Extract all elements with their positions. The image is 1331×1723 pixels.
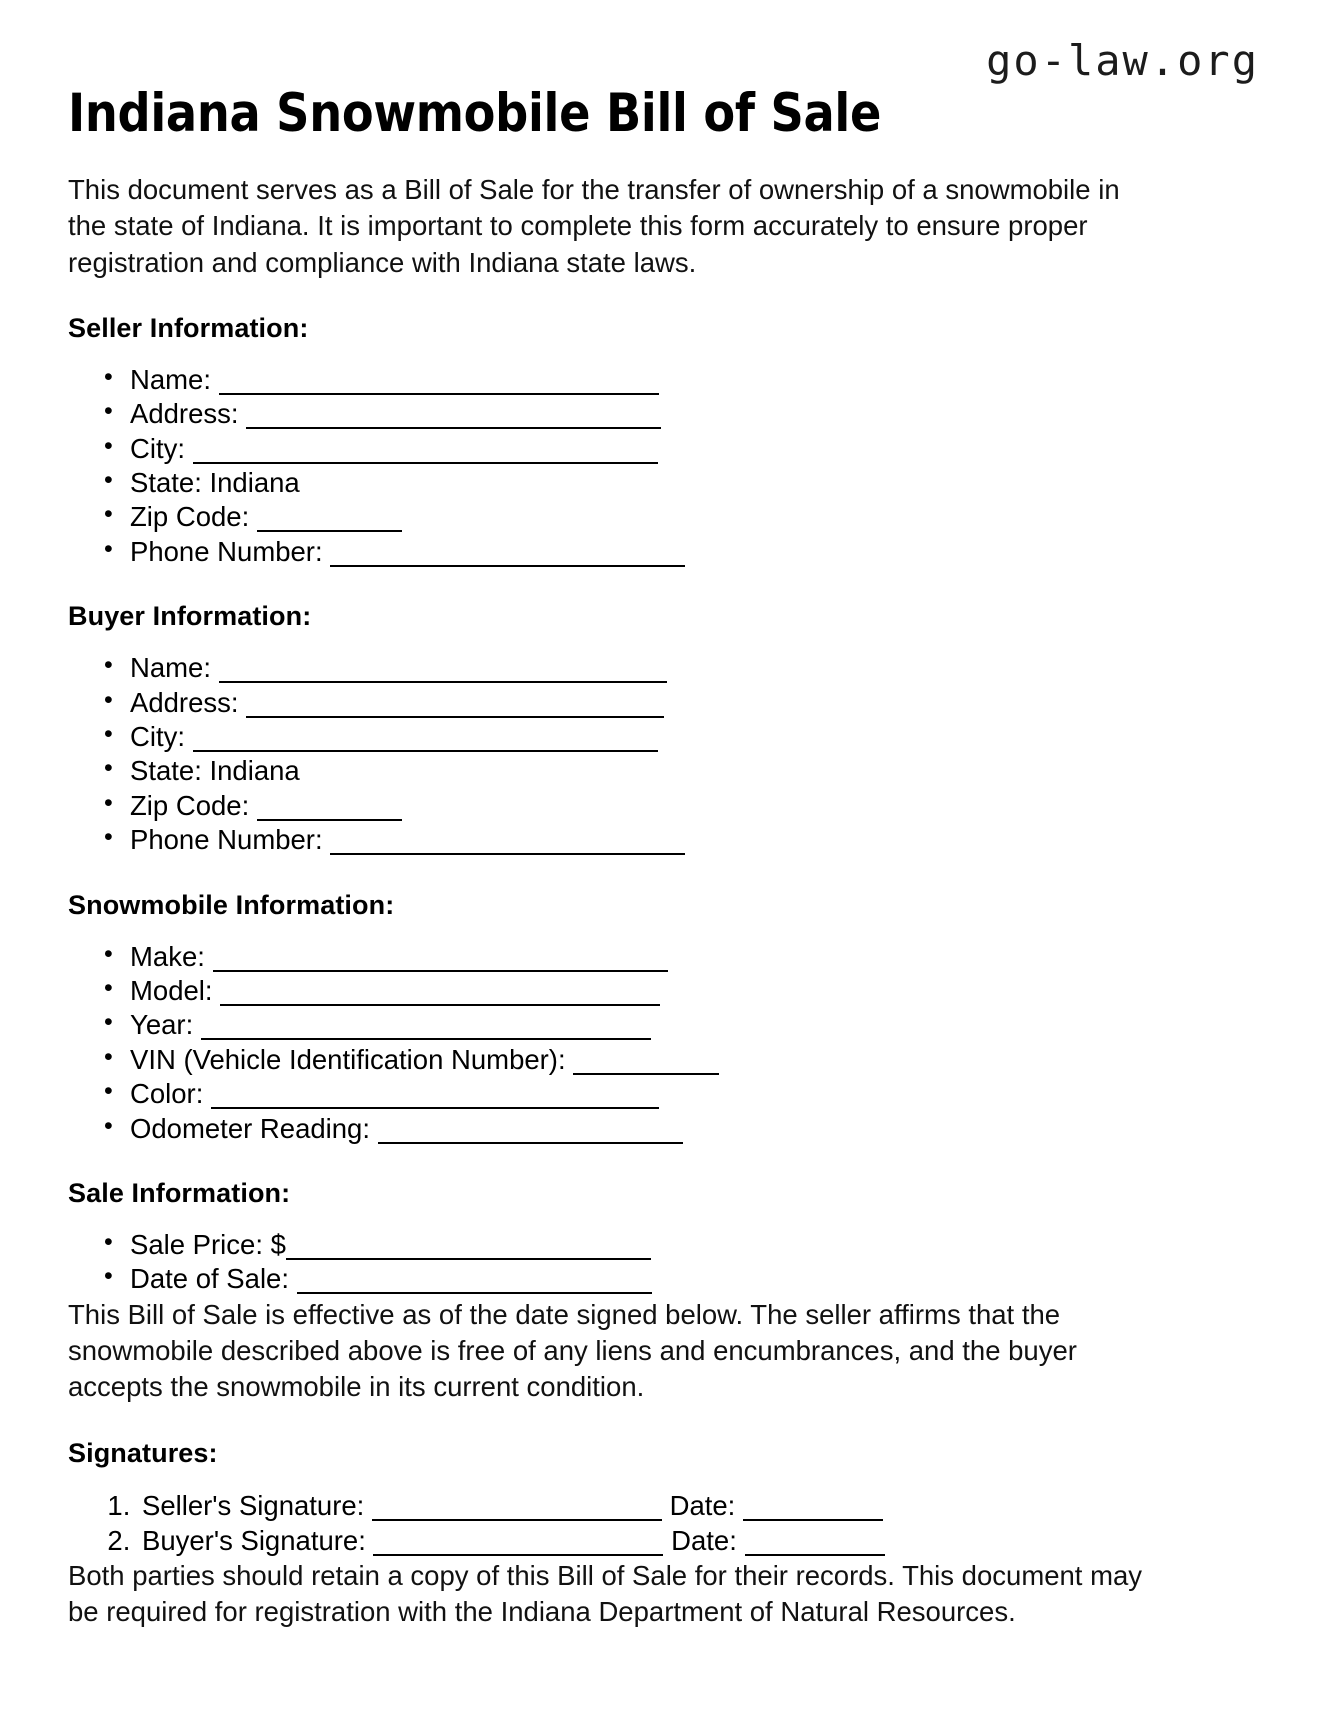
sale-field-list bbox=[68, 1228, 1158, 1297]
buyer-field-item bbox=[130, 823, 1158, 857]
snowmobile-field-item bbox=[130, 940, 1158, 974]
seller-field-item bbox=[130, 363, 1158, 397]
seller-field-blank-line[interactable] bbox=[246, 407, 661, 429]
snowmobile-field-label: Odometer Reading: bbox=[130, 1112, 378, 1144]
effective-paragraph: This Bill of Sale is effective as of the date signed below. The seller affirms that the snowmobile described above is free of any liens and encumbrances, and the buyer accepts the snowmobile in its current condition. bbox=[68, 1298, 1077, 1403]
snowmobile-field-label: Make: bbox=[130, 940, 213, 972]
snowmobile-section-heading: Snowmobile Information: bbox=[68, 889, 395, 920]
seller-field-blank-line[interactable] bbox=[257, 510, 402, 532]
seller-field-label: Name: bbox=[130, 363, 219, 395]
snowmobile-field-label: Color: bbox=[130, 1078, 211, 1110]
signature-blank-line[interactable] bbox=[372, 1499, 662, 1521]
signature-blank-line[interactable] bbox=[373, 1534, 663, 1556]
sale-field-item bbox=[130, 1228, 1158, 1262]
closing-paragraph: Both parties should retain a copy of this Bill of Sale for their records. This document may be required for registration with the Indiana Department of Natural Resources. bbox=[68, 1560, 1143, 1628]
seller-field-item bbox=[130, 432, 1158, 466]
signatures-section-heading: Signatures: bbox=[68, 1437, 218, 1468]
buyer-field-blank-line[interactable] bbox=[246, 696, 664, 718]
seller-field-label: Phone Number: bbox=[130, 535, 331, 567]
sale-field-label: Date of Sale: bbox=[130, 1263, 297, 1295]
buyer-section-heading: Buyer Information: bbox=[68, 601, 312, 632]
buyer-field-label: State: Indiana bbox=[130, 755, 300, 787]
signature-list bbox=[68, 1488, 1158, 1558]
snowmobile-field-label: Model: bbox=[130, 975, 221, 1007]
seller-field-item bbox=[130, 466, 1158, 500]
seller-field-list bbox=[68, 363, 1158, 569]
signature-row bbox=[138, 1523, 1158, 1558]
seller-field-item bbox=[130, 500, 1158, 534]
seller-field-blank-line[interactable] bbox=[219, 373, 659, 395]
snowmobile-field-item bbox=[130, 1077, 1158, 1111]
buyer-field-blank-line[interactable] bbox=[193, 730, 658, 752]
signature-date-label: Date: bbox=[663, 1524, 745, 1556]
sale-field-blank-line[interactable] bbox=[286, 1238, 651, 1260]
snowmobile-field-item bbox=[130, 1043, 1158, 1077]
sale-field-label: Sale Price: $ bbox=[130, 1229, 286, 1261]
seller-field-label: Address: bbox=[130, 398, 247, 430]
buyer-field-list bbox=[68, 651, 1158, 857]
signature-row bbox=[138, 1488, 1158, 1523]
snowmobile-field-blank-line[interactable] bbox=[220, 984, 660, 1006]
buyer-field-label: Zip Code: bbox=[130, 789, 257, 821]
snowmobile-field-item bbox=[130, 1112, 1158, 1146]
signature-date-blank-line[interactable] bbox=[745, 1534, 885, 1556]
page-title: Indiana Snowmobile Bill of Sale bbox=[68, 83, 882, 144]
snowmobile-field-blank-line[interactable] bbox=[213, 950, 668, 972]
buyer-field-label: Address: bbox=[130, 686, 247, 718]
seller-field-label: State: Indiana bbox=[130, 467, 300, 499]
snowmobile-field-blank-line[interactable] bbox=[211, 1087, 659, 1109]
buyer-field-label: Phone Number: bbox=[130, 824, 331, 856]
buyer-field-blank-line[interactable] bbox=[257, 799, 402, 821]
snowmobile-field-list bbox=[68, 940, 1158, 1146]
snowmobile-field-item bbox=[130, 974, 1158, 1008]
snowmobile-field-label: Year: bbox=[130, 1009, 201, 1041]
seller-field-label: Zip Code: bbox=[130, 501, 257, 533]
signature-label: Seller's Signature: bbox=[142, 1489, 372, 1521]
buyer-field-item bbox=[130, 686, 1158, 720]
buyer-field-item bbox=[130, 651, 1158, 685]
buyer-field-item bbox=[130, 789, 1158, 823]
snowmobile-field-blank-line[interactable] bbox=[378, 1122, 683, 1144]
seller-section-heading: Seller Information: bbox=[68, 312, 309, 343]
seller-field-blank-line[interactable] bbox=[330, 545, 685, 567]
document-body bbox=[68, 172, 1158, 1631]
snowmobile-field-item bbox=[130, 1008, 1158, 1042]
signature-date-label: Date: bbox=[661, 1489, 743, 1521]
buyer-field-label: City: bbox=[130, 721, 193, 753]
signature-date-blank-line[interactable] bbox=[743, 1499, 883, 1521]
intro-paragraph: This document serves as a Bill of Sale for the transfer of ownership of a snowmobile in the state of Indiana. It is important to complete this form accurately to ensure proper registration and compliance with Indiana state laws. bbox=[68, 174, 1120, 278]
site-watermark: go-law.org bbox=[986, 36, 1259, 85]
signature-label: Buyer's Signature: bbox=[142, 1524, 374, 1556]
seller-field-blank-line[interactable] bbox=[193, 442, 658, 464]
buyer-field-label: Name: bbox=[130, 652, 219, 684]
snowmobile-field-blank-line[interactable] bbox=[573, 1053, 719, 1075]
buyer-field-item bbox=[130, 720, 1158, 754]
seller-field-item bbox=[130, 535, 1158, 569]
sale-section-heading: Sale Information: bbox=[68, 1177, 291, 1208]
seller-field-item bbox=[130, 397, 1158, 431]
sale-field-blank-line[interactable] bbox=[297, 1272, 652, 1294]
buyer-field-blank-line[interactable] bbox=[219, 661, 667, 683]
snowmobile-field-blank-line[interactable] bbox=[201, 1018, 651, 1040]
seller-field-label: City: bbox=[130, 432, 193, 464]
buyer-field-blank-line[interactable] bbox=[330, 833, 685, 855]
snowmobile-field-label: VIN (Vehicle Identification Number): bbox=[130, 1043, 574, 1075]
sale-field-item bbox=[130, 1262, 1158, 1296]
buyer-field-item bbox=[130, 754, 1158, 788]
